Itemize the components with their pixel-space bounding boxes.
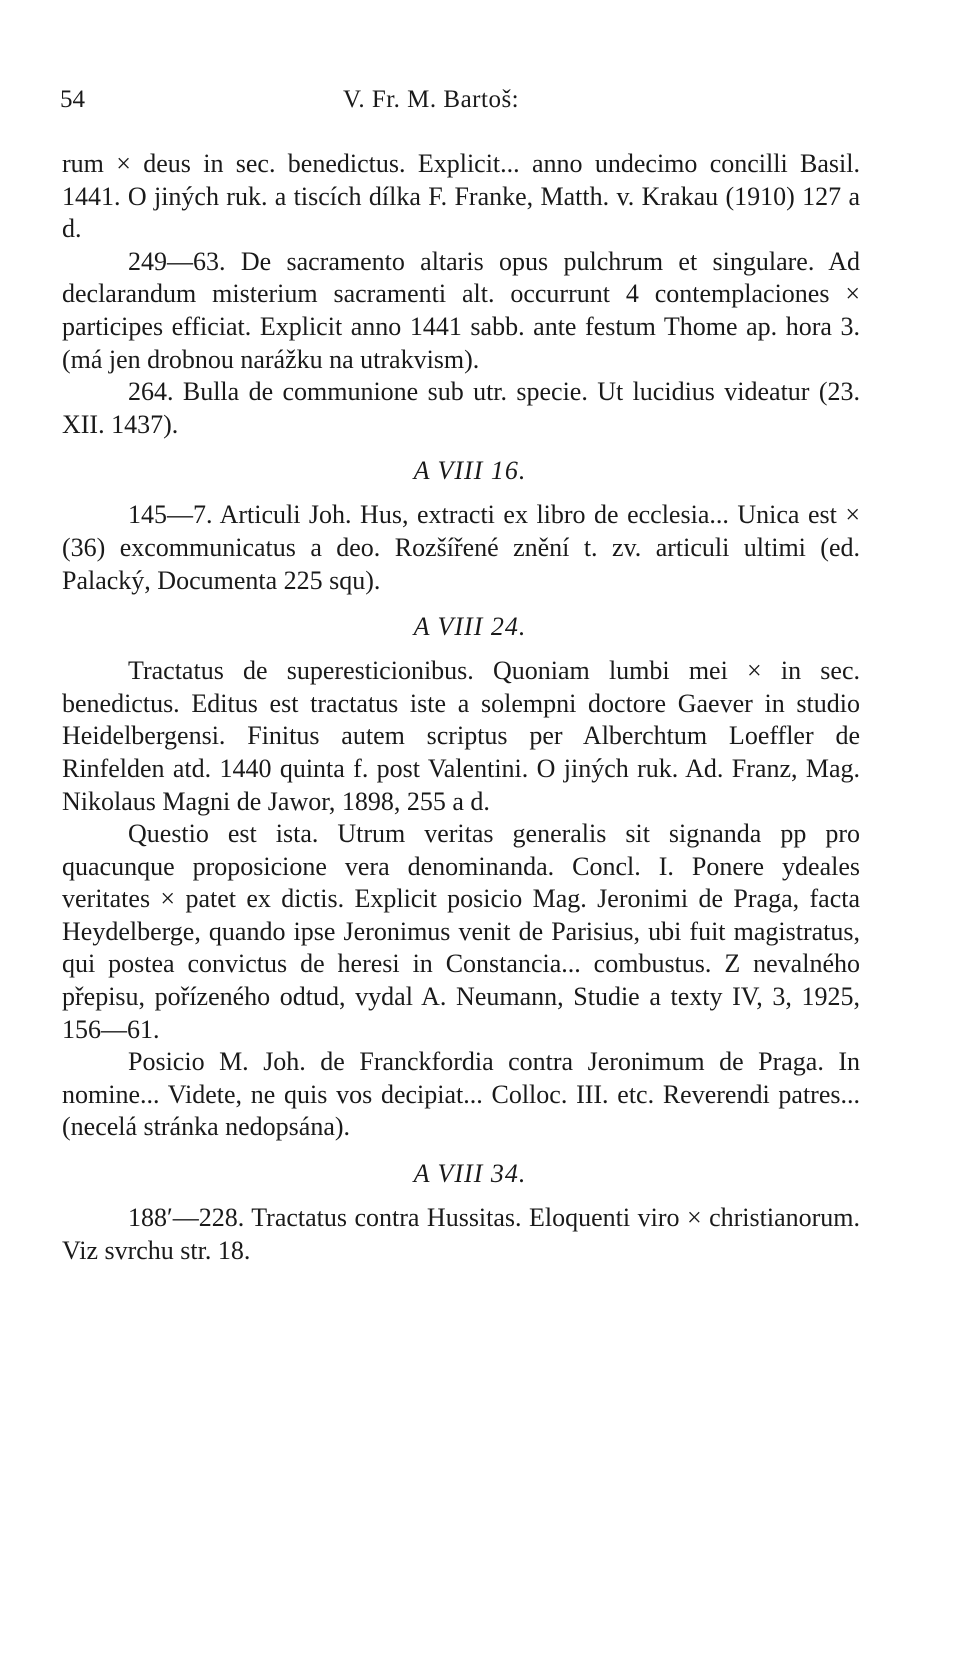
paragraph-posicio: Posicio M. Joh. de Franckfordia contra Jeronimum de Praga. In nomine... Videte, ne quis vos decipiat... Colloc. III. etc. Reverendi patres... (necelá stránka nedopsána). [62,1047,860,1142]
shelfmark-heading-a-viii-16: A VIII 16. [413,456,527,486]
paragraph-tractatus-superstitionibus: Tractatus de superesticionibus. Quoniam lumbi mei × in sec. benedictus. Editus est tractatus iste a solempni doctore Gaever in studio Heidelbergensi. Finitus autem scriptus per Alberchtum Loeffler de Rinfelden atd. 1440 quinta f. post Valentini. O jiných ruk. Ad. Franz, Mag. Nikolaus Magni de Jawor, 1898, 255 a d. [62,656,860,816]
paragraph-articuli-hus: 145—7. Articuli Joh. Hus, extracti ex libro de ecclesia... Unica est × (36) excommunicatus a deo. Rozšířené znění t. zv. articuli ultimi (ed. Palacký, Documenta 225 squ). [62,500,860,595]
running-title: V. Fr. M. Bartoš: [343,86,520,113]
paragraph-continuation: rum × deus in sec. benedictus. Explicit... anno undecimo concilli Basil. 1441. O jiných ruk. a tiscích dílka F. Franke, Matth. v. Krakau (1910) 127 a d. [62,149,860,244]
paragraph-de-sacramento: 249—63. De sacramento altaris opus pulchrum et singulare. Ad declarandum misterium sacramenti alt. occurrunt 4 contemplaciones × participes efficiat. Explicit anno 1441 sabb. ante festum Thome ap. hora 3. (má jen drobnou narážku na utrakvism). [62,246,860,374]
body-text [62,148,860,1267]
paragraph-questio: Questio est ista. Utrum veritas generalis sit signanda pp pro quacunque proposicione vera denominanda. Concl. I. Ponere ydeales veritates × patet ex dictis. Explicit posicio Mag. Jeronimi de Praga, facta Heydelberge, quando ipse Jeronimus venit de Parisius, ubi fuit magistratus, qui postea convictus de heresi in Constancia... combustus. Z nevalného přepisu, pořízeného odtud, vydal A. Neumann, Studie a texty IV, 3, 1925, 156—61. [62,819,860,1044]
paragraph-tractatus-hussitas: 188′—228. Tractatus contra Hussitas. Eloquenti viro × christianorum. Viz svrchu str. 18. [62,1203,860,1265]
shelfmark-heading-a-viii-24: A VIII 24. [413,612,527,642]
paragraph-bulla: 264. Bulla de communione sub utr. specie. Ut lucidius videatur (23. XII. 1437). [62,377,860,439]
running-head [60,86,860,116]
page-number: 54 [60,86,85,113]
shelfmark-heading-a-viii-34: A VIII 34. [413,1159,527,1189]
